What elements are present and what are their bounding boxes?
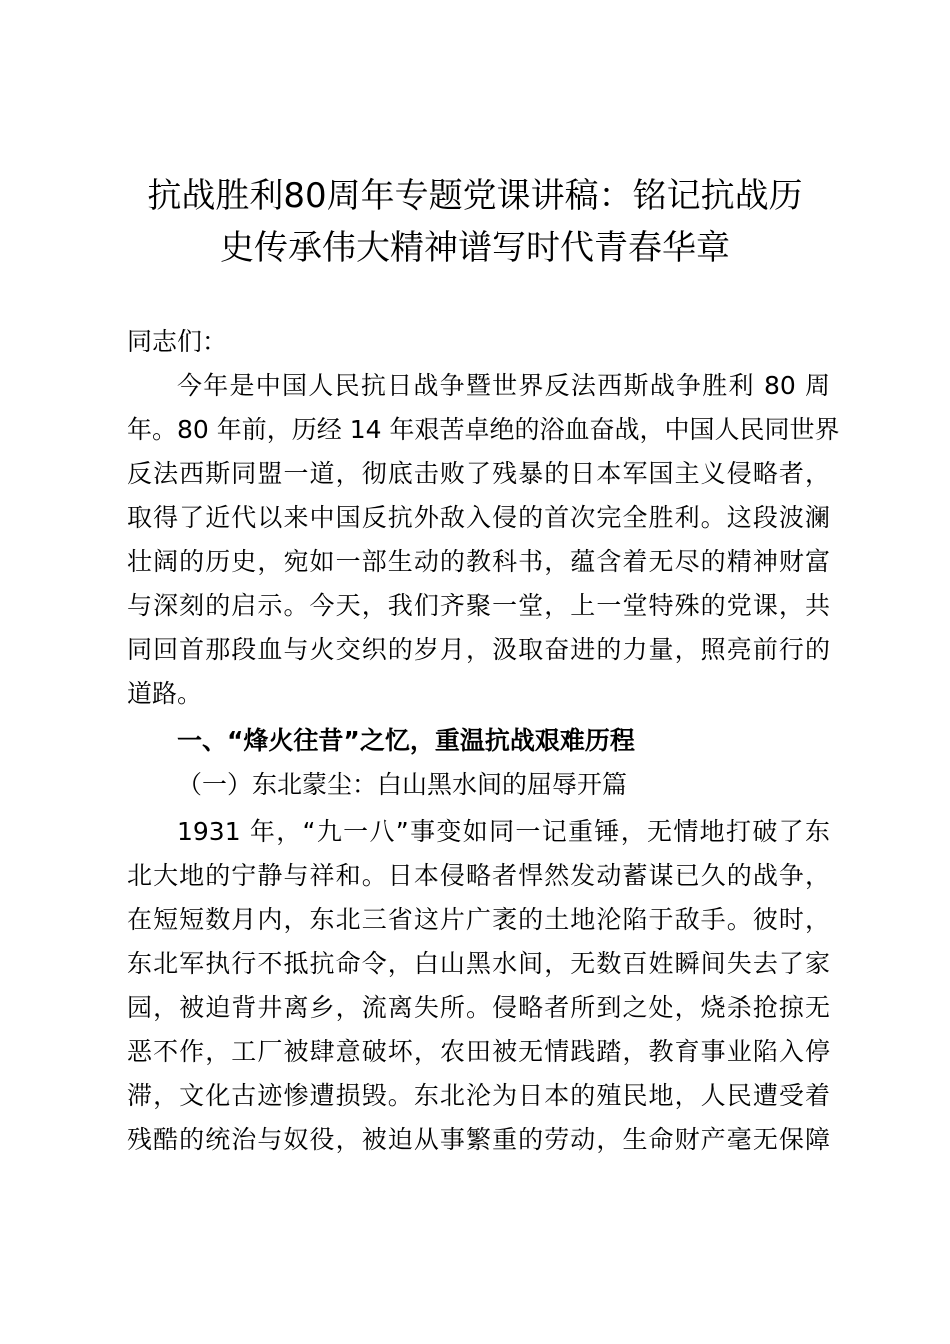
paragraph-line: 恶不作，工厂被肆意破坏，农田被无情践踏，教育事业陷入停 xyxy=(127,1037,830,1066)
paragraph-line: 年。80 年前，历经 14 年艰苦卓绝的浴血奋战，中国人民同世界 xyxy=(127,415,840,444)
paragraph-line: 在短短数月内，东北三省这片广袤的土地沦陷于敌手。彼时， xyxy=(127,905,830,934)
subsection-heading: （一）东北蒙尘：白山黑水间的屈辱开篇 xyxy=(177,770,628,799)
paragraph-line: 反法西斯同盟一道，彻底击败了残暴的日本军国主义侵略者， xyxy=(127,459,830,488)
paragraph-line: 残酷的统治与奴役，被迫从事繁重的劳动，生命财产毫无保障 xyxy=(127,1125,830,1154)
paragraph-line: 道路。 xyxy=(127,679,203,708)
paragraph-line: 东北军执行不抵抗命令，白山黑水间，无数百姓瞬间失去了家 xyxy=(127,949,830,978)
document-title xyxy=(90,170,860,274)
paragraph-line: 今年是中国人民抗日战争暨世界反法西斯战争胜利 80 周 xyxy=(177,371,830,400)
title-line: 抗战胜利80周年专题党课讲稿：铭记抗战历 xyxy=(147,176,803,216)
paragraph-line: 滞，文化古迹惨遭损毁。东北沦为日本的殖民地，人民遭受着 xyxy=(127,1081,830,1110)
title-line: 史传承伟大精神谱写时代青春华章 xyxy=(220,228,730,268)
paragraph-line: 1931 年，“九一八”事变如同一记重锤，无情地打破了东 xyxy=(177,817,830,846)
paragraph-line: 北大地的宁静与祥和。日本侵略者悍然发动蓄谋已久的战争， xyxy=(127,861,830,890)
section-heading: 一、“烽火往昔”之忆，重温抗战艰难历程 xyxy=(177,726,635,755)
paragraph-line: 同回首那段血与火交织的岁月，汲取奋进的力量，照亮前行的 xyxy=(127,635,830,664)
paragraph-line: 取得了近代以来中国反抗外敌入侵的首次完全胜利。这段波澜 xyxy=(127,503,830,532)
paragraph-line: 与深刻的启示。今天，我们齐聚一堂，上一堂特殊的党课，共 xyxy=(127,591,830,620)
salutation: 同志们： xyxy=(127,327,228,356)
paragraph-line: 园，被迫背井离乡，流离失所。侵略者所到之处，烧杀抢掠无 xyxy=(127,993,830,1022)
paragraph-line: 壮阔的历史，宛如一部生动的教科书，蕴含着无尽的精神财富 xyxy=(127,547,830,576)
